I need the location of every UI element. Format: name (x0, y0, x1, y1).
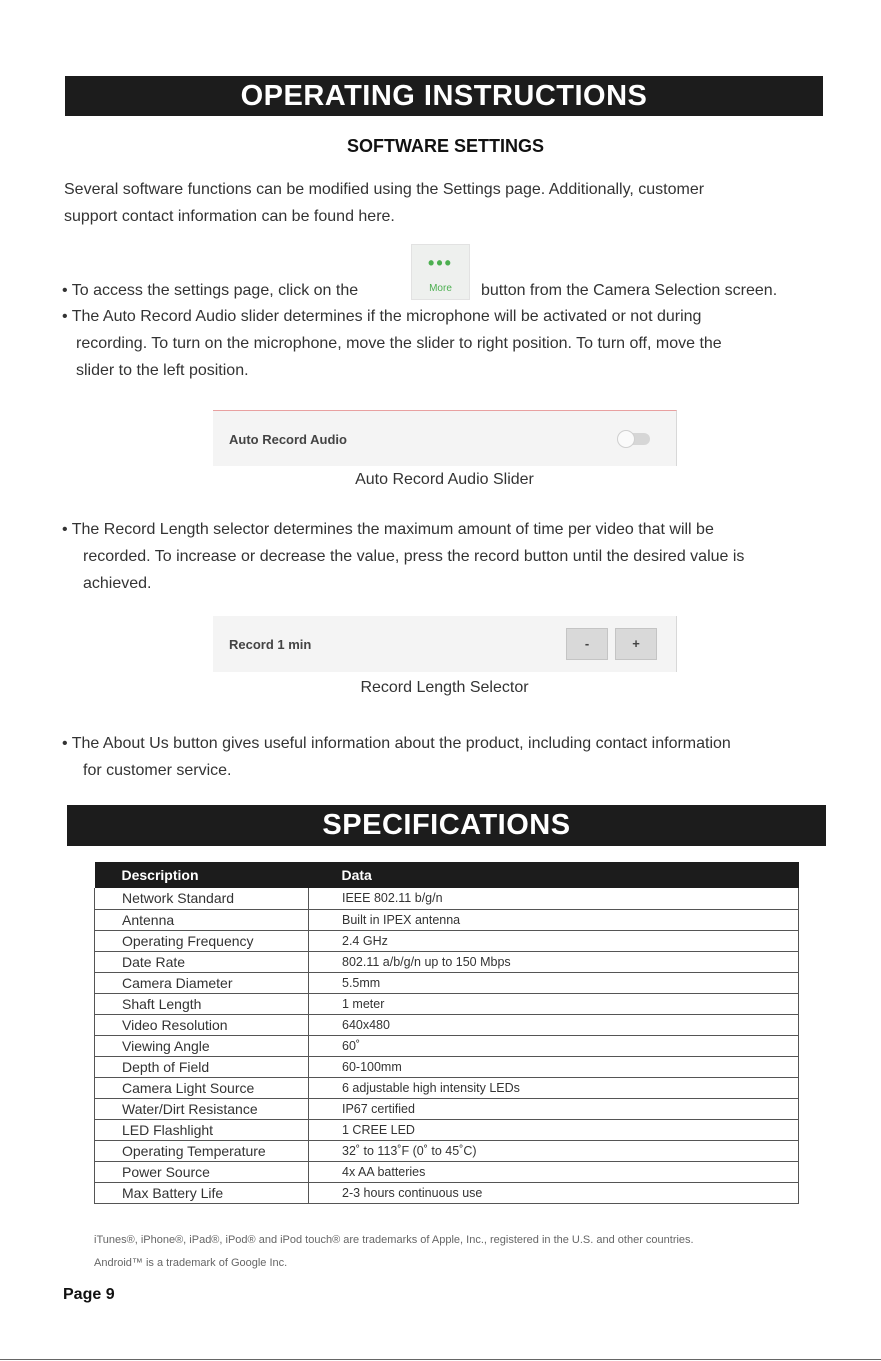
record-bullet-line-3: achieved. (83, 575, 152, 592)
spec-value: 60˚ (309, 1035, 799, 1056)
table-row (95, 993, 799, 1014)
spec-description: Power Source (95, 1161, 309, 1182)
table-header-row (95, 862, 799, 888)
spec-value: 5.5mm (309, 972, 799, 993)
about-bullet (62, 730, 731, 784)
spec-description: Max Battery Life (95, 1182, 309, 1203)
record-length-caption: Record Length Selector (360, 679, 529, 696)
table-row (95, 1140, 799, 1161)
audio-bullet-line-1: • The Auto Record Audio slider determines if the microphone will be activated or not during (62, 308, 702, 325)
spec-description: Video Resolution (95, 1014, 309, 1035)
about-bullet-line-2: for customer service. (83, 762, 232, 779)
spec-value: Built in IPEX antenna (309, 909, 799, 930)
table-row (95, 1056, 799, 1077)
record-bullet-line-2: recorded. To increase or decrease the value, press the record button until the desired value is (83, 548, 745, 565)
spec-value: IEEE 802.11 b/g/n (309, 888, 799, 909)
spec-description: Antenna (95, 909, 309, 930)
spec-description: Operating Frequency (95, 930, 309, 951)
spec-value: IP67 certified (309, 1098, 799, 1119)
spec-value: 1 meter (309, 993, 799, 1014)
table-row (95, 1077, 799, 1098)
spec-description: Shaft Length (95, 993, 309, 1014)
spec-description: Viewing Angle (95, 1035, 309, 1056)
spec-value: 60-100mm (309, 1056, 799, 1077)
audio-bullet-line-2: recording. To turn on the microphone, move the slider to right position. To turn off, move the (76, 335, 722, 352)
spec-description: Camera Light Source (95, 1077, 309, 1098)
specifications-table (94, 862, 799, 1204)
auto-record-audio-toggle[interactable] (620, 433, 650, 445)
specifications-banner: SPECIFICATIONS (67, 805, 826, 846)
more-dots-icon: ••• (428, 253, 453, 273)
intro-paragraph (64, 176, 704, 230)
spec-value: 640x480 (309, 1014, 799, 1035)
more-button-label: More (429, 283, 452, 294)
table-row (95, 972, 799, 993)
auto-record-audio-caption: Auto Record Audio Slider (355, 471, 534, 488)
record-bullet-line-1: • The Record Length selector determines the maximum amount of time per video that will be (62, 521, 714, 538)
spec-value: 2.4 GHz (309, 930, 799, 951)
spec-value: 802.11 a/b/g/n up to 150 Mbps (309, 951, 799, 972)
column-header-description: Description (95, 862, 309, 888)
record-length-panel (213, 616, 677, 672)
table-row (95, 909, 799, 930)
spec-description: Camera Diameter (95, 972, 309, 993)
table-row (95, 1098, 799, 1119)
toggle-knob (617, 430, 635, 448)
table-row (95, 888, 799, 909)
software-settings-heading: SOFTWARE SETTINGS (346, 136, 544, 156)
spec-description: Network Standard (95, 888, 309, 909)
table-row (95, 1182, 799, 1203)
record-increase-button[interactable]: + (615, 628, 657, 660)
table-row (95, 1014, 799, 1035)
table-row (95, 1035, 799, 1056)
operating-instructions-banner: OPERATING INSTRUCTIONS (65, 76, 823, 116)
access-bullet-after: button from the Camera Selection screen. (481, 282, 778, 299)
record-length-label: Record 1 min (229, 637, 312, 652)
access-bullet-before: • To access the settings page, click on the (62, 282, 359, 299)
spec-description: Water/Dirt Resistance (95, 1098, 309, 1119)
trademark-footnote-1: iTunes®, iPhone®, iPad®, iPod® and iPod touch® are trademarks of Apple, Inc., registered in the U.S. and other countries. (94, 1234, 694, 1246)
more-button[interactable] (411, 244, 470, 300)
spec-description: Operating Temperature (95, 1140, 309, 1161)
intro-line-1: Several software functions can be modified using the Settings page. Additionally, customer (64, 181, 705, 198)
auto-record-audio-panel (213, 410, 677, 466)
spec-description: Date Rate (95, 951, 309, 972)
bottom-rule (0, 1359, 881, 1360)
trademark-footnote-2: Android™ is a trademark of Google Inc. (94, 1257, 288, 1269)
table-row (95, 930, 799, 951)
spec-value: 4x AA batteries (309, 1161, 799, 1182)
spec-value: 6 adjustable high intensity LEDs (309, 1077, 799, 1098)
audio-bullet-line-3: slider to the left position. (76, 362, 249, 379)
specifications-body (95, 888, 799, 1203)
auto-record-audio-label: Auto Record Audio (229, 432, 347, 447)
audio-bullet (62, 303, 722, 384)
table-row (95, 951, 799, 972)
table-row (95, 1161, 799, 1182)
spec-description: Depth of Field (95, 1056, 309, 1077)
intro-line-2: support contact information can be found here. (64, 208, 395, 225)
column-header-data: Data (309, 862, 799, 888)
spec-value: 1 CREE LED (309, 1119, 799, 1140)
record-decrease-button[interactable]: - (566, 628, 608, 660)
about-bullet-line-1: • The About Us button gives useful information about the product, including contact information (62, 735, 731, 752)
spec-value: 32˚ to 113˚F (0˚ to 45˚C) (309, 1140, 799, 1161)
page-number: Page 9 (63, 1286, 115, 1303)
record-bullet (62, 516, 744, 597)
table-row (95, 1119, 799, 1140)
spec-value: 2-3 hours continuous use (309, 1182, 799, 1203)
spec-description: LED Flashlight (95, 1119, 309, 1140)
